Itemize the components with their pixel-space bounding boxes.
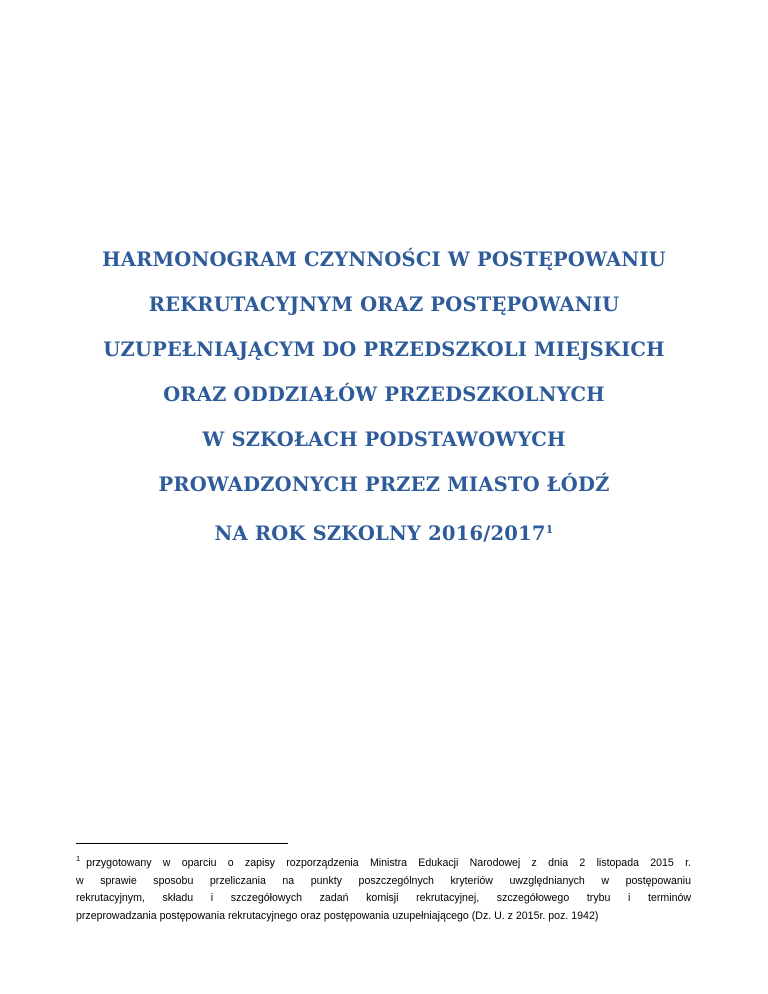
title-line-5: W SZKOŁACH PODSTAWOWYCH [202, 428, 566, 451]
title-line-1: HARMONOGRAM CZYNNOŚCI W POSTĘPOWANIU [102, 248, 666, 271]
document-title [0, 246, 768, 561]
title-line-6: PROWADZONYCH PRZEZ MIASTO ŁÓDŹ [158, 473, 610, 496]
title-line-4: ORAZ ODDZIAŁÓW PRZEDSZKOLNYCH [163, 383, 605, 406]
title-line-7-wrapper [0, 516, 768, 561]
title-footnote-ref[interactable]: 1 [545, 523, 554, 536]
footnote [76, 850, 691, 925]
footnote-line-2: w sprawie sposobu przeliczania na punkty poszczególnych kryteriów uwzględnianych w postępowaniu [76, 874, 691, 887]
footnote-line-4: przeprowadzania postępowania rekrutacyjnego oraz postępowania uzupełniającego (Dz. U. z 2015r. poz. 1942) [76, 909, 599, 922]
footnote-marker: 1 [76, 854, 81, 863]
footnote-line-1: przygotowany w oparciu o zapisy rozporządzenia Ministra Edukacji Narodowej z dnia 2 listopada 2015 r. [86, 857, 691, 869]
footnote-line-3: rekrutacyjnym, składu i szczegółowych zadań komisji rekrutacyjnej, szczegółowego trybu i terminów [76, 892, 691, 904]
title-line-7: NA ROK SZKOLNY 2016/2017 [214, 522, 546, 545]
footnote-line-1-wrapper [76, 850, 691, 873]
title-line-3: UZUPEŁNIAJĄCYM DO PRZEDSZKOLI MIEJSKICH [103, 338, 665, 361]
footnote-separator [76, 843, 288, 844]
title-line-2: REKRUTACYJNYM ORAZ POSTĘPOWANIU [148, 293, 620, 316]
